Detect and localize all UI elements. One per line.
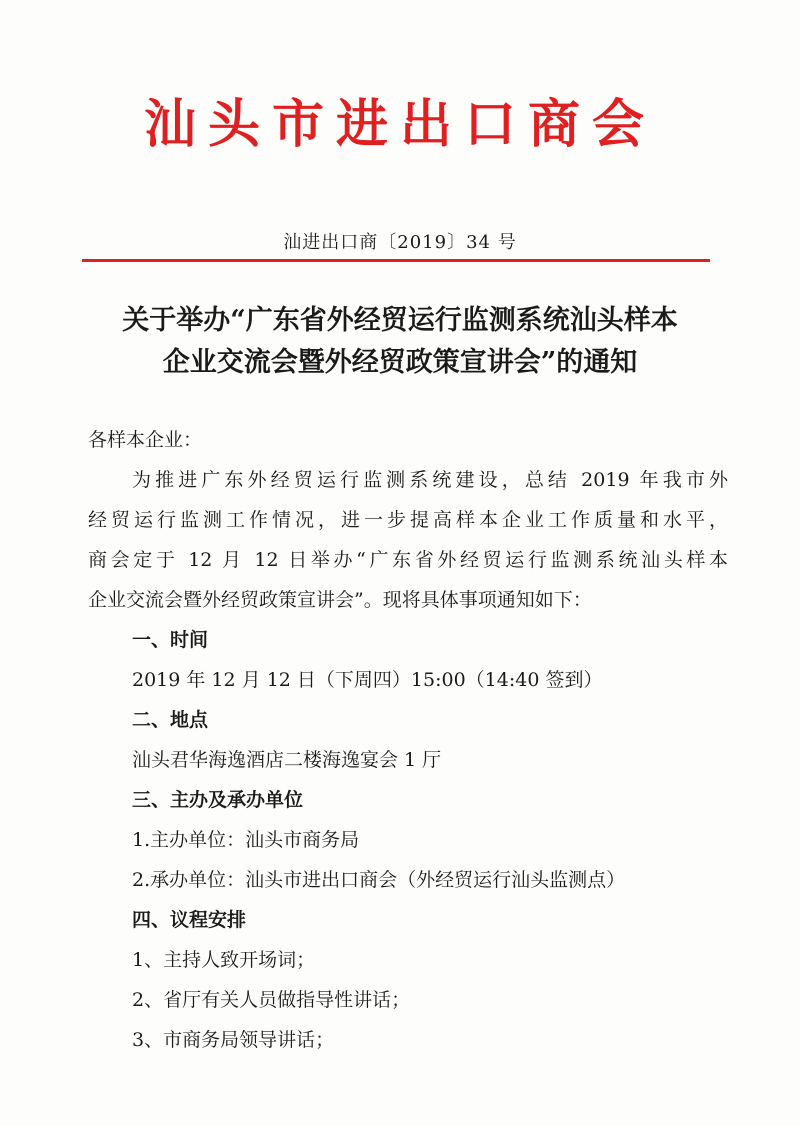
salutation: 各样本企业： <box>88 429 203 451</box>
intro-line-2: 经贸运行监测工作情况，进一步提高样本企业工作质量和水平， <box>88 509 728 531</box>
agenda-item: 2、省厅有关人员做指导性讲话； <box>132 989 411 1011</box>
intro-line-1: 为推进广东外经贸运行监测系统建设，总结 2019 年我市外 <box>132 469 728 491</box>
agenda-item: 1、主持人致开场词； <box>132 949 316 971</box>
title-line-1: 关于举办“广东省外经贸运行监测系统汕头样本 <box>122 305 678 336</box>
section-item-time: 2019 年 12 月 12 日（下周四）15:00（14:40 签到） <box>132 669 603 691</box>
section-item-co-organizer: 2.承办单位：汕头市进出口商会（外经贸运行汕头监测点） <box>132 869 626 891</box>
section-heading-location: 二、地点 <box>132 709 209 731</box>
document-title <box>70 300 730 384</box>
red-divider-line <box>82 259 710 262</box>
document-number: 汕进出口商〔2019〕34 号 <box>283 232 517 253</box>
intro-line-3: 商会定于 12 月 12 日举办“广东省外经贸运行监测系统汕头样本 <box>88 549 728 571</box>
intro-line-4: 企业交流会暨外经贸政策宣讲会”。现将具体事项通知如下： <box>88 589 592 611</box>
section-heading-time: 一、时间 <box>132 629 209 651</box>
document-body <box>88 420 728 1060</box>
section-heading-organizers: 三、主办及承办单位 <box>132 789 304 811</box>
title-line-2: 企业交流会暨外经贸政策宣讲会”的通知 <box>162 347 638 378</box>
organization-header: 汕头市进出口商会 <box>143 94 656 155</box>
section-heading-agenda: 四、议程安排 <box>132 909 247 931</box>
section-item-host: 1.主办单位：汕头市商务局 <box>132 829 360 851</box>
agenda-item: 3、市商务局领导讲话； <box>132 1029 335 1051</box>
section-item-location: 汕头君华海逸酒店二楼海逸宴会 1 厅 <box>132 749 442 771</box>
